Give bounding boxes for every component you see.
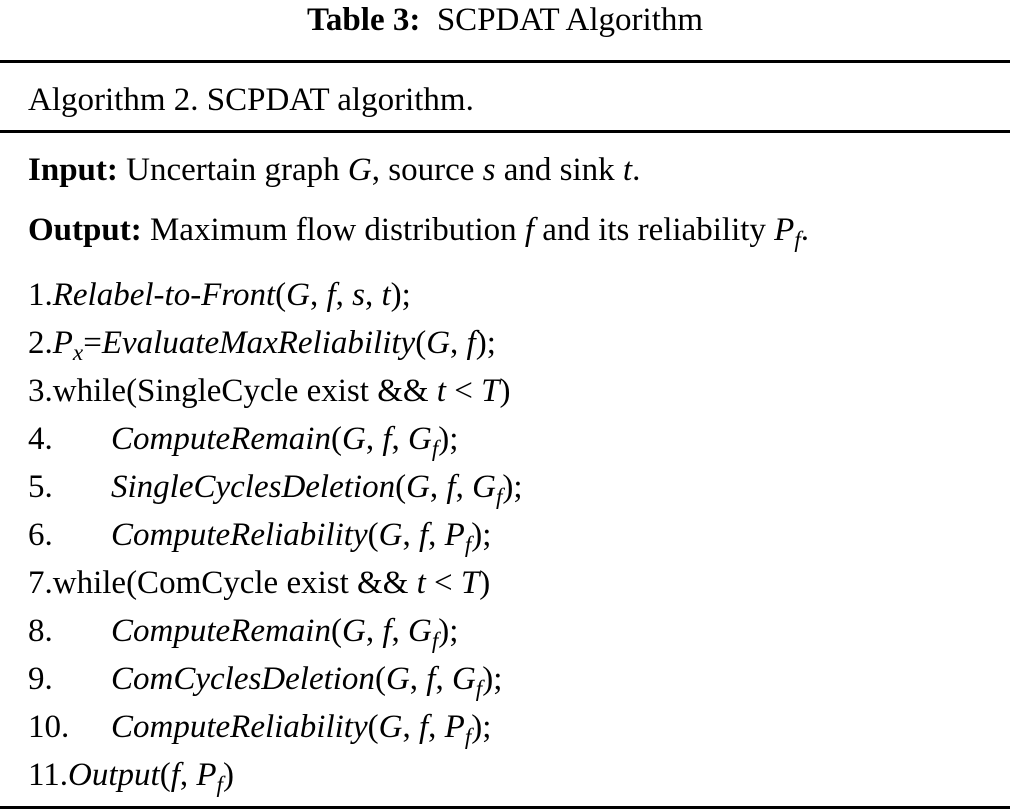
algorithm-header: Algorithm 2. SCPDAT algorithm. bbox=[28, 82, 474, 118]
output-text: . bbox=[800, 212, 810, 248]
output-text: Maximum flow distribution bbox=[149, 212, 525, 248]
bottom-rule bbox=[0, 806, 1010, 809]
var-subscript: f bbox=[794, 225, 801, 252]
input-line bbox=[28, 150, 640, 190]
function-name: ComputeRemain bbox=[111, 613, 331, 649]
algorithm-steps bbox=[28, 271, 523, 799]
step-number: 4. bbox=[28, 421, 53, 457]
var-s: s bbox=[482, 152, 496, 188]
step-number: 10. bbox=[28, 709, 70, 745]
caption-label: Table 3: bbox=[306, 2, 421, 38]
step-number: 9. bbox=[28, 661, 53, 697]
step-1: 1.Relabel-to-Front(G, f, s, t); bbox=[28, 271, 523, 319]
function-name: Output bbox=[68, 757, 160, 793]
var-f: f bbox=[524, 212, 535, 248]
step-number: 8. bbox=[28, 613, 53, 649]
step-number: 1. bbox=[28, 277, 53, 313]
var-G: G bbox=[347, 152, 372, 188]
var-P: P bbox=[774, 212, 795, 248]
output-label: Output: bbox=[28, 212, 142, 248]
step-number: 11. bbox=[28, 757, 69, 793]
step-11: 11.Output(f, $P_f$) bbox=[28, 751, 523, 799]
step-5: 5. SingleCyclesDeletion(G, f, $G_f$); bbox=[28, 463, 523, 511]
function-name: Relabel-to-Front bbox=[52, 277, 276, 313]
function-name: EvaluateMaxReliability bbox=[101, 325, 416, 361]
input-text: and sink bbox=[495, 152, 623, 188]
step-10: 10. ComputeReliability(G, f, $P_f$); bbox=[28, 703, 523, 751]
step-number: 3. bbox=[28, 373, 53, 409]
output-text: and its reliability bbox=[534, 212, 775, 248]
function-name: ComputeReliability bbox=[111, 517, 368, 553]
function-name: SingleCyclesDeletion bbox=[111, 469, 396, 505]
output-line bbox=[28, 210, 809, 250]
caption-title: SCPDAT Algorithm bbox=[436, 2, 704, 38]
input-label: Input: bbox=[28, 152, 118, 188]
step-7: 7.while(ComCycle exist && t < T) bbox=[28, 559, 523, 607]
step-8: 8. ComputeRemain(G, f, $G_f$); bbox=[28, 607, 523, 655]
var-t: t bbox=[622, 152, 633, 188]
loop-condition: while(ComCycle exist && bbox=[52, 565, 417, 601]
loop-condition: while(SingleCycle exist && bbox=[52, 373, 437, 409]
input-text: , source bbox=[371, 152, 483, 188]
step-9: 9. ComCyclesDeletion(G, f, $G_f$); bbox=[28, 655, 523, 703]
input-text: Uncertain graph bbox=[126, 152, 348, 188]
step-number: 5. bbox=[28, 469, 53, 505]
function-name: ComputeReliability bbox=[111, 709, 368, 745]
step-number: 7. bbox=[28, 565, 53, 601]
step-number: 2. bbox=[28, 325, 53, 361]
top-rule bbox=[0, 60, 1010, 63]
table-caption bbox=[0, 0, 1010, 48]
step-2: $2.P_x=EvaluateMaxReliability(G$, f); bbox=[28, 319, 523, 367]
step-3: 3.while(SingleCycle exist && t < T) bbox=[28, 367, 523, 415]
header-rule bbox=[0, 130, 1010, 133]
function-name: ComputeRemain bbox=[111, 421, 331, 457]
input-text: . bbox=[632, 152, 641, 188]
step-4: 4. ComputeRemain(G, f, $G_f$); bbox=[28, 415, 523, 463]
step-6: 6. ComputeReliability(G, f, $P_f$); bbox=[28, 511, 523, 559]
function-name: ComCyclesDeletion bbox=[111, 661, 375, 697]
step-number: 6. bbox=[28, 517, 53, 553]
